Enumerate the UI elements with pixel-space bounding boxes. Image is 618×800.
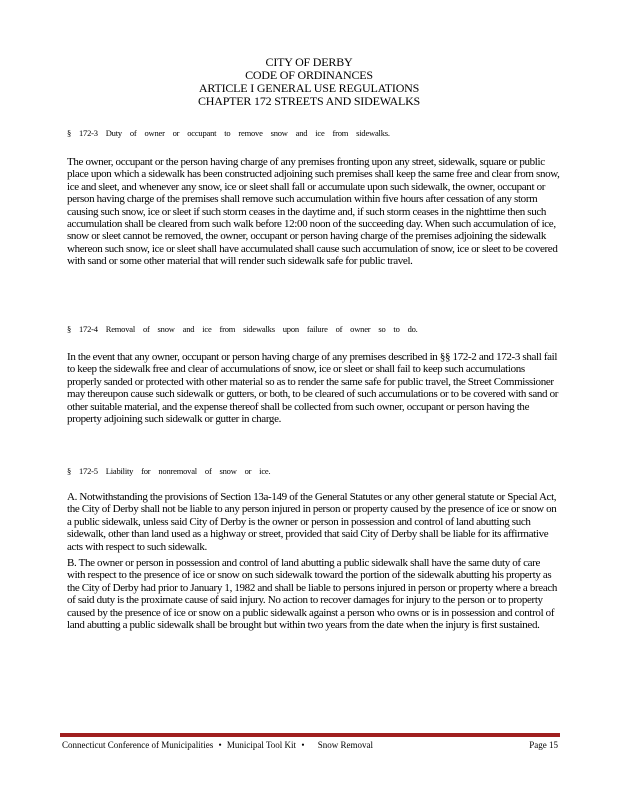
document-header bbox=[0, 56, 618, 108]
footer-bullet: • bbox=[301, 740, 305, 750]
paragraph-a: A. Notwithstanding the provisions of Section 13a-149 of the General Statutes or any other general statute or Special Act, the City of Derby shall not be liable to any person injured in person or property caused by the presence of ice or snow on a public sidewalk, unless said City of Derby is the owner or person in possession and control of land abutting such sidewalk, other than land used as a highway or street, provided that said City of Derby shall be liable for its affirmative acts with respect to such sidewalk. bbox=[67, 491, 557, 553]
footer-org: Connecticut Conference of Municipalities bbox=[62, 740, 214, 750]
footer-page-number: Page 15 bbox=[529, 740, 558, 750]
footer-left bbox=[62, 740, 373, 751]
paragraph: The owner, occupant or the person having charge of any premises fronting upon any street, sidewalk, square or public place upon which a sidewalk has been constructed adjoining such premises shall keep the same free and clear from snow, ice and sleet, and whenever any snow, ice or sleet shall fall or accumulate upon such sidewalk, the owner, occupant or person having charge of the premises shall remove such accumulation within five hours after cessation of any storm causing such snow, ice or sleet if such storm ceases in the daytime and, if such storm ceases in the nighttime then such accumulation shall be cleared from such walk before 12:00 noon of the succeeding day. When such accumulation of ice, snow or sleet cannot be removed, the owner, occupant or person having charge of the premises adjoining the sidewalk whereon such snow, ice or sleet shall have accumulated shall cause such accumulation of snow, ice or sleet to be covered with sand or some other material that will render such sidewalk safe for public travel. bbox=[67, 156, 560, 268]
header-city: CITY OF DERBY bbox=[265, 55, 353, 69]
section-body-172-4 bbox=[67, 351, 560, 429]
section-heading-172-5: § 172-5 Liability for nonremoval of snow or ice. bbox=[67, 466, 271, 476]
section-heading-172-3: § 172-3 Duty of owner or occupant to remove snow and ice from sidewalks. bbox=[67, 128, 390, 138]
footer-bullet: • bbox=[218, 740, 222, 750]
footer-topic: Snow Removal bbox=[317, 740, 373, 750]
footer-rule bbox=[60, 733, 560, 737]
section-heading-172-4: § 172-4 Removal of snow and ice from sidewalks upon failure of owner so to do. bbox=[67, 324, 418, 334]
header-chapter: CHAPTER 172 STREETS AND SIDEWALKS bbox=[197, 94, 421, 108]
paragraph: In the event that any owner, occupant or person having charge of any premises described in §§ 172-2 and 172-3 shall fail to keep the sidewalk free and clear of accumulations of snow, ice or sleet or shall fail to keep such accumulations properly sanded or protected with other material so as to render the same safe for public travel, the Street Commissioner may thereupon cause such sidewalk or gutters, or both, to be cleared of such accumulations or to be covered with sand or other suitable material, and the expense thereof shall be collected from such owner, occupant or person having the property adjoining such sidewalk or gutter in charge. bbox=[67, 351, 559, 426]
section-body-172-3 bbox=[67, 156, 560, 272]
footer-kit: Municipal Tool Kit bbox=[226, 740, 297, 750]
header-code: CODE OF ORDINANCES bbox=[245, 68, 373, 82]
header-article: ARTICLE I GENERAL USE REGULATIONS bbox=[198, 81, 420, 95]
section-body-172-5 bbox=[67, 491, 560, 635]
paragraph-b: B. The owner or person in possession and control of land abutting a public sidewalk shall have the same duty of care with respect to the presence of ice or snow on such sidewalk toward the portion of the sidewalk abutting his property as the City of Derby had prior to January 1, 1982 and shall be liable to persons injured in person or property where a breach of said duty is the proximate cause of said injury. No action to recover damages for injury to the person or to property caused by the presence of ice or snow on a public sidewalk against a person who owns or is in possession and control of land abutting a public sidewalk shall be brought but within two years from the date when the injury is first sustained. bbox=[67, 557, 558, 632]
page-footer bbox=[62, 740, 558, 751]
